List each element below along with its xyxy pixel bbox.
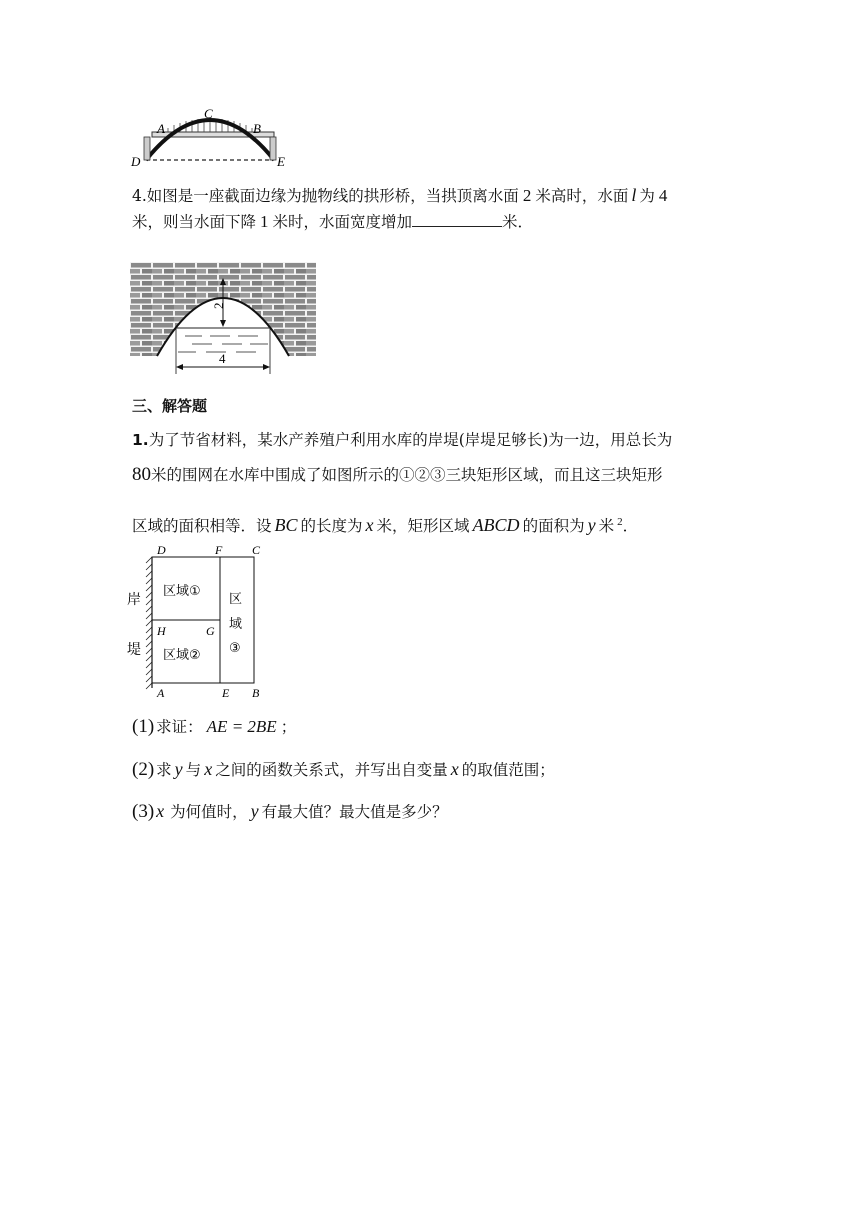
point-F: F [215, 543, 223, 557]
p1-text: 米 [598, 517, 615, 536]
sub-question-3 [132, 800, 448, 823]
height-label: 2 [211, 302, 226, 309]
p1-var-abcd: ABCD [472, 515, 520, 536]
sub-question-1 [132, 716, 296, 738]
q4-text: 为 [639, 187, 655, 205]
sub-question-text: 与 [185, 761, 202, 779]
label-E: E [277, 154, 285, 169]
sub-question-number: (3) [132, 801, 155, 822]
sub-question-number: (2) [132, 759, 155, 780]
sub-question-text: 的取值范围； [461, 761, 555, 779]
q4-value: 1 [260, 212, 269, 231]
q4-text: 米时，水面宽度增加 [272, 213, 413, 231]
sub-question-text: ； [280, 718, 297, 736]
point-D: D [157, 543, 166, 557]
bank-label-top: 岸 [127, 592, 141, 608]
sub-question-2 [132, 758, 555, 781]
q4-value: 2 [522, 186, 532, 205]
label-D: D [131, 154, 141, 169]
region-3-label-b: 域 [229, 617, 243, 632]
p1-var-bc: BC [274, 515, 298, 536]
p1-var-y: y [587, 515, 596, 536]
p1-text: 米，矩形区域 [376, 517, 470, 536]
bridge-figure [128, 104, 298, 170]
q4-variable-l: l [631, 185, 637, 205]
sub-question-var-x: x [450, 759, 459, 779]
p1-line1 [132, 429, 672, 451]
p1-text: 的面积为 [522, 517, 585, 536]
p1-superscript: 2 [617, 516, 623, 528]
q4-text: 如图是一座截面边缘为抛物线的拱形桥，当拱顶离水面 [146, 187, 519, 205]
sub-question-var-y: y [174, 759, 183, 779]
p1-text: 米的围网在水库中围成了如图所示的①②③三块矩形区域，而且这三块矩形 [151, 466, 663, 484]
sub-question-text: 为何值时， [170, 803, 248, 821]
point-B: B [252, 686, 260, 700]
sub-question-text: 有最大值？最大值是多少？ [261, 803, 448, 821]
q4-text: 米． [502, 213, 534, 231]
answer-blank[interactable] [412, 211, 502, 227]
sub-question-text: 求证： [156, 718, 203, 736]
p1-number: 1. [132, 431, 149, 449]
width-label: 4 [219, 351, 226, 366]
q4-text: 米高时，水面 [535, 187, 629, 205]
label-A: A [157, 121, 165, 136]
label-C: C [204, 106, 213, 121]
q4-line1 [132, 184, 667, 207]
point-E: E [222, 686, 230, 700]
label-B: B [253, 121, 261, 136]
sub-question-var-y: y [250, 801, 259, 821]
q4-number: 4. [132, 187, 147, 205]
region-3-label-c: ③ [229, 641, 241, 656]
sub-question-text: 求 [156, 761, 172, 779]
regions-figure [126, 542, 266, 702]
region-3-label-a: 区 [229, 592, 243, 607]
region-2-label: 区域② [163, 648, 201, 663]
point-H: H [157, 624, 166, 638]
q4-text: 米，则当水面下降 [132, 213, 257, 231]
stone-arch-figure [130, 262, 316, 378]
sub-question-number: (1) [132, 716, 155, 737]
sub-question-text: 之间的函数关系式，并写出自变量 [215, 761, 448, 779]
section-title: 三、解答题 [132, 397, 208, 415]
sub-question-var-x: x [204, 759, 213, 779]
p1-text: 区域的面积相等．设 [132, 517, 272, 536]
p1-text: ． [622, 517, 639, 536]
p1-text: 的长度为 [300, 517, 363, 536]
region-1-label: 区域① [163, 584, 201, 599]
p1-line2 [132, 464, 663, 486]
q4-line2 [132, 211, 533, 233]
point-A: A [157, 686, 165, 700]
point-C: C [252, 543, 261, 557]
p1-line3 [132, 511, 638, 537]
point-G: G [206, 624, 215, 638]
sub-question-equation: AE = 2BE [206, 717, 277, 736]
p1-var-x: x [365, 515, 374, 536]
p1-value: 80 [132, 464, 151, 485]
sub-question-var-x: x [156, 801, 165, 821]
p1-text: 为了节省材料，某水产养殖户利用水库的岸堤(岸堤足够长)为一边，用总长为 [148, 431, 673, 449]
bank-label-bottom: 堤 [127, 642, 141, 658]
q4-value: 4 [658, 186, 668, 205]
